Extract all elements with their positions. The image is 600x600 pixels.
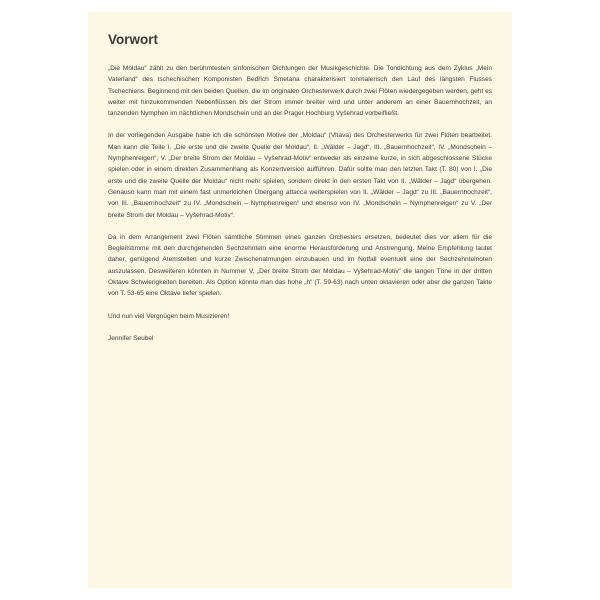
paragraph-edition-text-cont: weiterspielen von II. „Wälder – Jagd“ zu III. „Bauernhochzeit“, von III. „Bauernhochzeit“ zu IV. „Mondschein – Nymphenreigen“ und ebenso von IV. „Mondschein – Nymphenreigen“ zu V. „Der breite Strom der Moldau – Vyšehrad-Motiv“. [108,188,492,219]
attacca-term: attacca [285,188,307,196]
paragraph-intro: „Die Moldau“ zählt zu den berühmtesten sinfonischen Dichtungen der Musikgeschichte. Die Tondichtung aus dem Zyklus „Mein Vaterland“ des tschechischen Komponisten Bedřich Smetana charakterisiert tonmalerisch den Lauf des längsten Flusses Tschechiens. Beginnend mit den beiden Quellen, die im originalen Orchesterwerk durch zwei Flöten wiedergegeben werden, geht es weiter mit hinzukommenden Nebenflüssen bis der Strom immer breiter wird und unter anderem an einer Bauernhochzeit, an tanzenden Nymphen im nächtlichen Mondschein und an der Prager Hochburg Vyšehrad vorbeifließt. [108,65,492,118]
closing-line: Und nun viel Vergnügen beim Musizieren! [108,312,230,320]
page-title: Vorwort [108,32,158,47]
document-page [88,12,512,588]
paragraph-performance-notes: Da in dem Arrangement zwei Flöten sämtliche Stimmen eines ganzen Orchesters ersetzen, bedeutet dies vor allem für die Begleitstimme mit den durchgehenden Sechzehnteln eine enorme Herausforderung und Anstrengung. Meine Empfehlung lautet daher, genügend Atemstellen und kurze Zwischenatmungen einzubauen und im Notfall eventuell eine der Sechzehntelnoten auszulassen. Desweiteren könnten in Nummer V. „Der breite Strom der Moldau – Vyšehrad-Motiv“ die langen Töne in der dritten Oktave Schwierigkeiten bereiten. Als Option könnte man das hohe „h“ (T. 59-63) nach unten oktavieren oder aber die ganzen Takte von T. 53-65 eine Oktave tiefer spielen. [108,233,492,298]
author-signature: Jennifer Seubel [108,334,154,342]
paragraph-edition [108,130,492,220]
preface-content [108,32,492,355]
paragraph-edition-text: In der vorliegenden Ausgabe habe ich die schönsten Motive der „Moldau“ (Vltava) des Orchesterwerks für zwei Flöten bearbeitet. Man kann die Teile I. „Die erste und die zweite Quelle der Moldau“, II. „Wälder – Jagd“, III. „Bauernhochzeit“, IV. „Mondschein – Nymphenreigen“, V. „Der breite Strom der Moldau – Vyšehrad-Motiv“ entweder als einzelne kurze, in sich abgeschlossene Stücke spielen oder in einem direkten Zusammenhang als Konzertversion aufführen. Dafür sollte man den letzten Takt (T. 80) von I. „Die erste und die zweite Quelle der Moldau“ nicht mehr spielen, sondern direkt in den ersten Takt von II. „Wälder – Jagd“ übergehen. Genauso kann man mit einem fast unmerklichen Übergang [108,132,492,196]
